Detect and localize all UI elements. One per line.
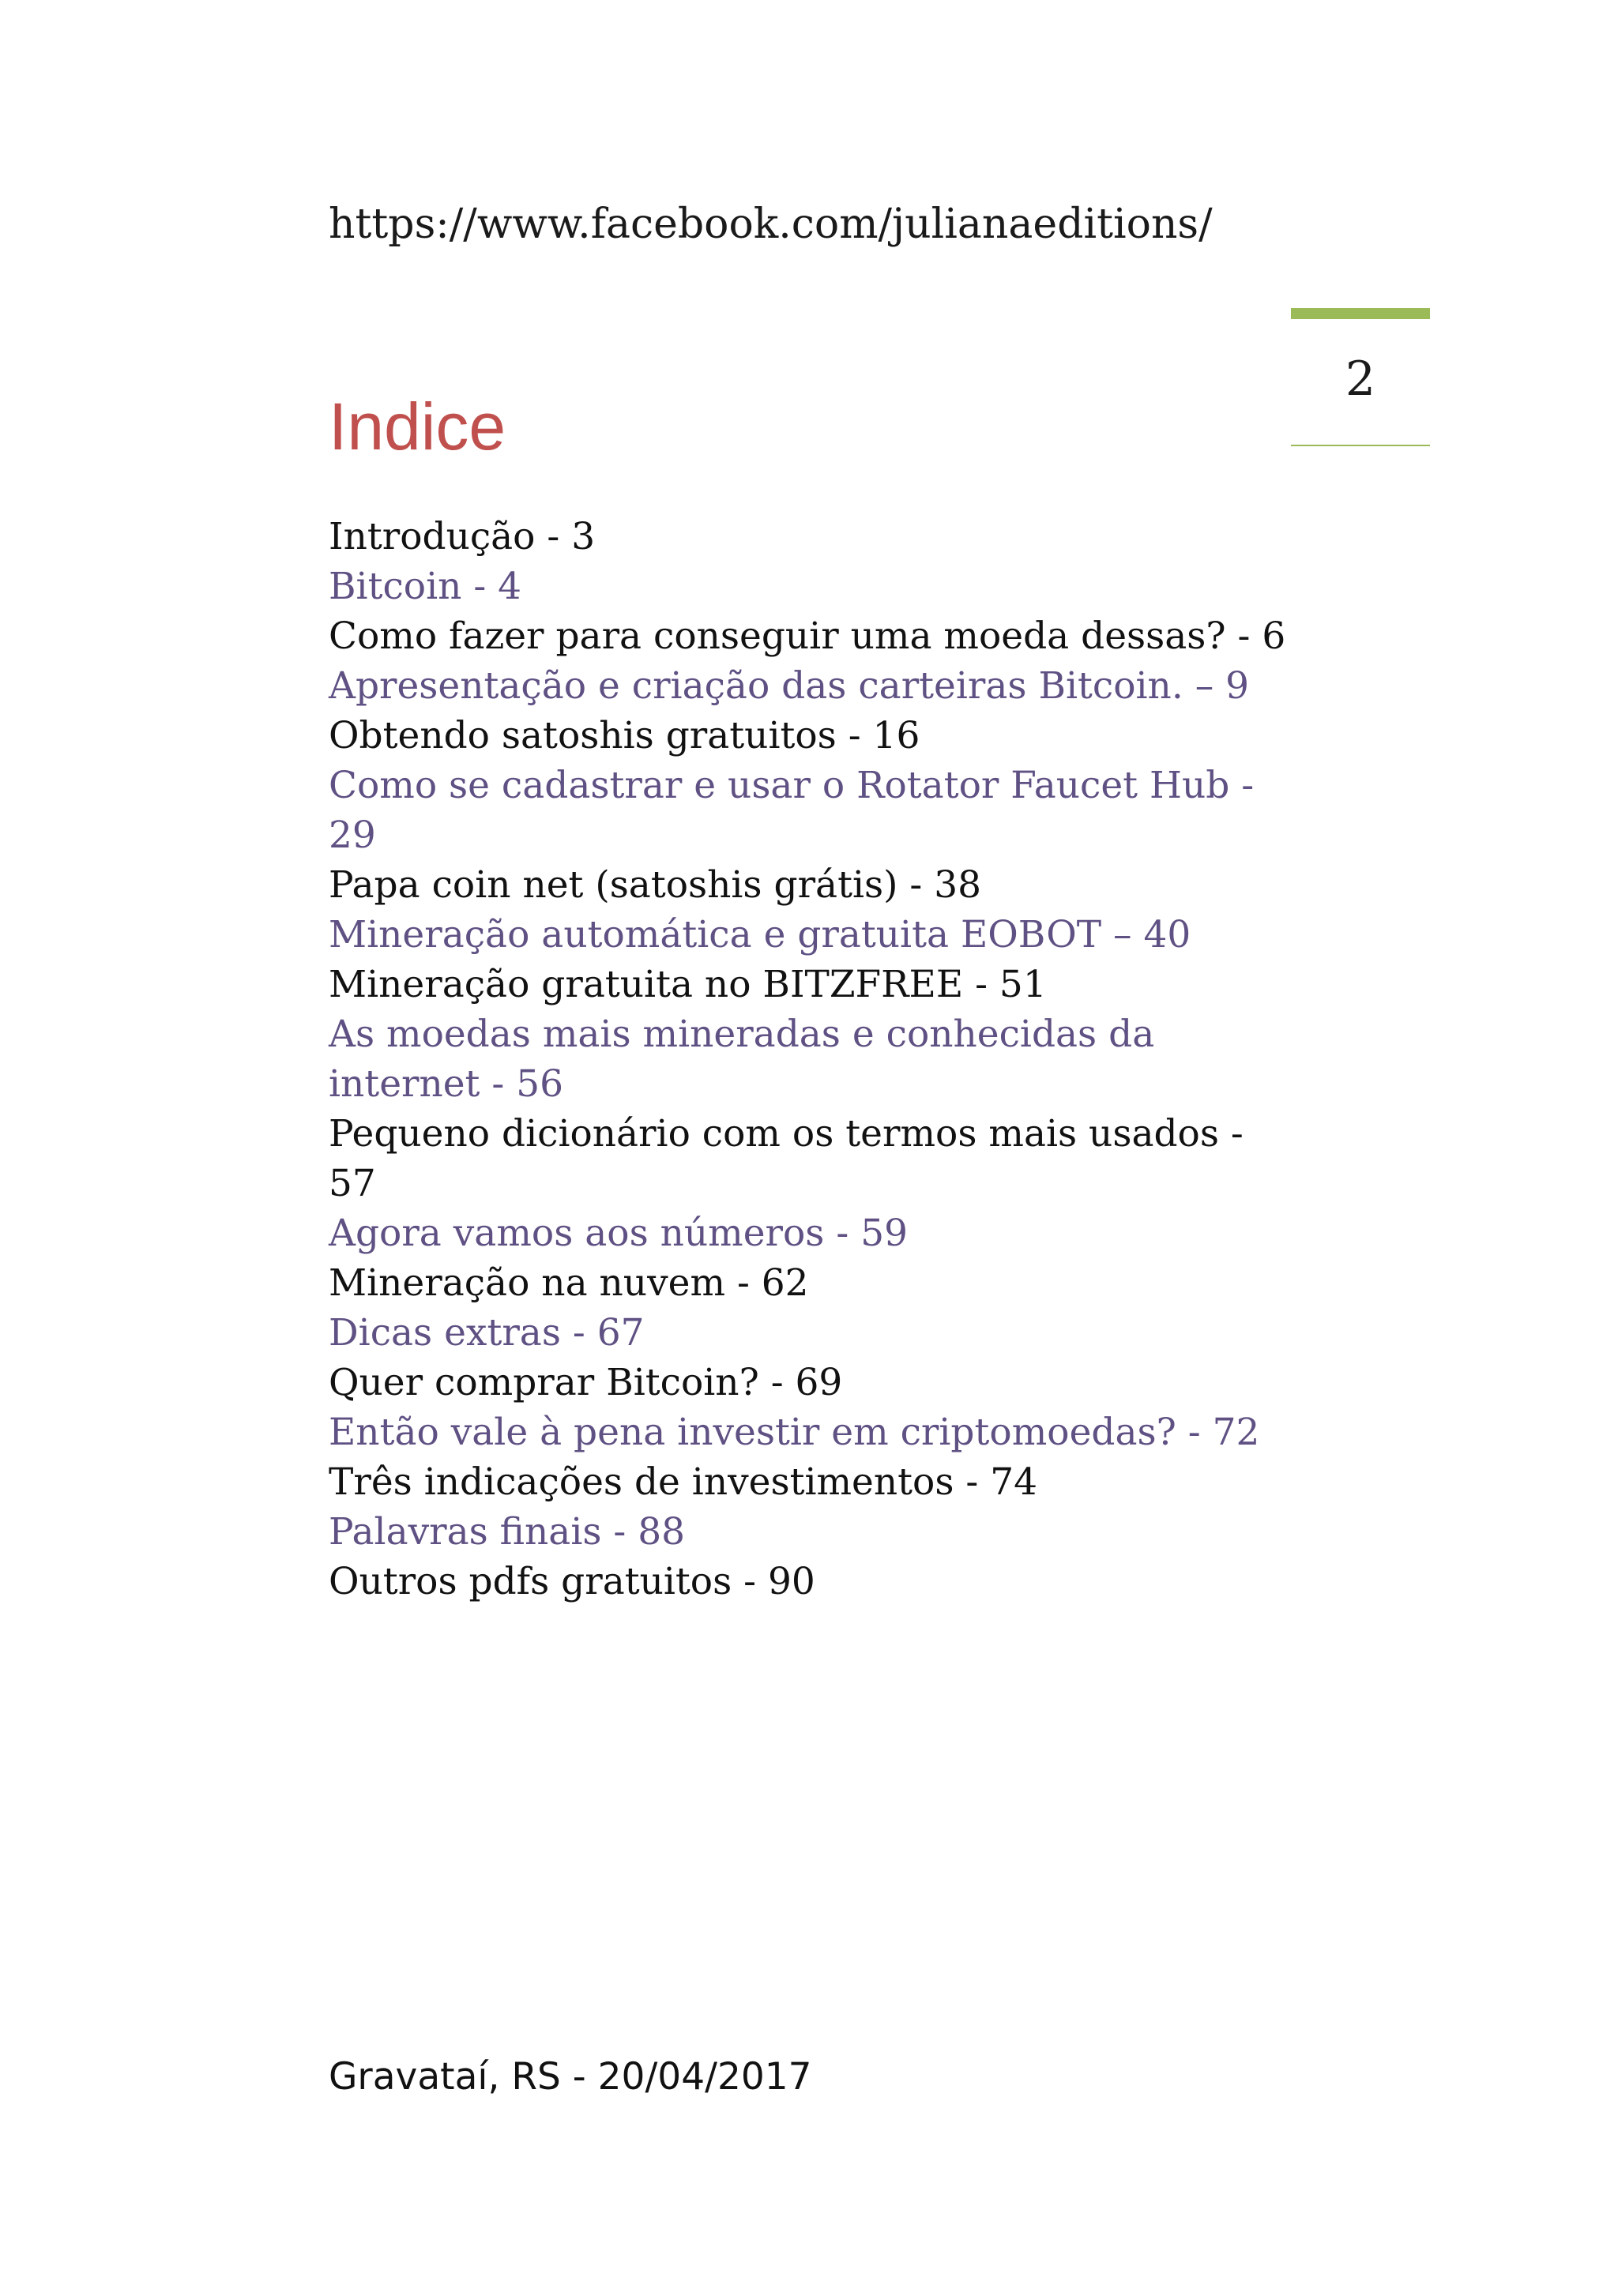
toc-entry-satoshis-gratuitos: Obtendo satoshis gratuitos - 16 — [329, 714, 920, 757]
toc-entry-dicionario: Pequeno dicionário com os termos mais usados - 57 — [329, 1112, 1244, 1205]
toc-entry-como-fazer: Como fazer para conseguir uma moeda dessas? - 6 — [329, 614, 1286, 658]
toc-entry-mineracao-nuvem: Mineração na nuvem - 62 — [329, 1261, 809, 1305]
toc-entry-moedas-mineradas: As moedas mais mineradas e conhecidas da internet - 56 — [329, 1013, 1155, 1106]
toc-entry-comprar-bitcoin: Quer comprar Bitcoin? - 69 — [329, 1361, 843, 1404]
toc-entry-eobot: Mineração automática e gratuita EOBOT – 40 — [329, 913, 1191, 956]
page-number: 2 — [1345, 351, 1376, 407]
toc-entry-bitzfree: Mineração gratuita no BITZFREE - 51 — [329, 963, 1047, 1006]
footer-place-date: Gravataí, RS - 20/04/2017 — [329, 2055, 812, 2099]
table-of-contents — [329, 512, 1293, 1606]
page-number-bottom-line — [1291, 445, 1430, 446]
page-number-top-bar — [1291, 308, 1430, 319]
toc-entry-introducao: Introdução - 3 — [329, 515, 596, 558]
index-title: Indice — [329, 389, 506, 464]
toc-entry-rotator-faucet-hub: Como se cadastrar e usar o Rotator Faucet Hub - 29 — [329, 764, 1255, 857]
toc-entry-indicacoes-investimentos: Três indicações de investimentos - 74 — [329, 1460, 1038, 1504]
toc-entry-investir-criptomoedas: Então vale à pena investir em criptomoedas? - 72 — [329, 1411, 1260, 1454]
toc-entry-carteiras: Apresentação e criação das carteiras Bitcoin. – 9 — [329, 664, 1250, 708]
toc-entry-dicas-extras: Dicas extras - 67 — [329, 1311, 645, 1355]
page-number-box — [1291, 308, 1430, 446]
toc-entry-palavras-finais: Palavras finais - 88 — [329, 1510, 686, 1554]
toc-entry-numeros: Agora vamos aos números - 59 — [329, 1212, 908, 1255]
toc-entry-outros-pdfs: Outros pdfs gratuitos - 90 — [329, 1560, 815, 1603]
header-url: https://www.facebook.com/julianaeditions/ — [329, 201, 1213, 248]
toc-entry-bitcoin: Bitcoin - 4 — [329, 565, 522, 608]
toc-entry-papa-coin: Papa coin net (satoshis grátis) - 38 — [329, 863, 982, 907]
